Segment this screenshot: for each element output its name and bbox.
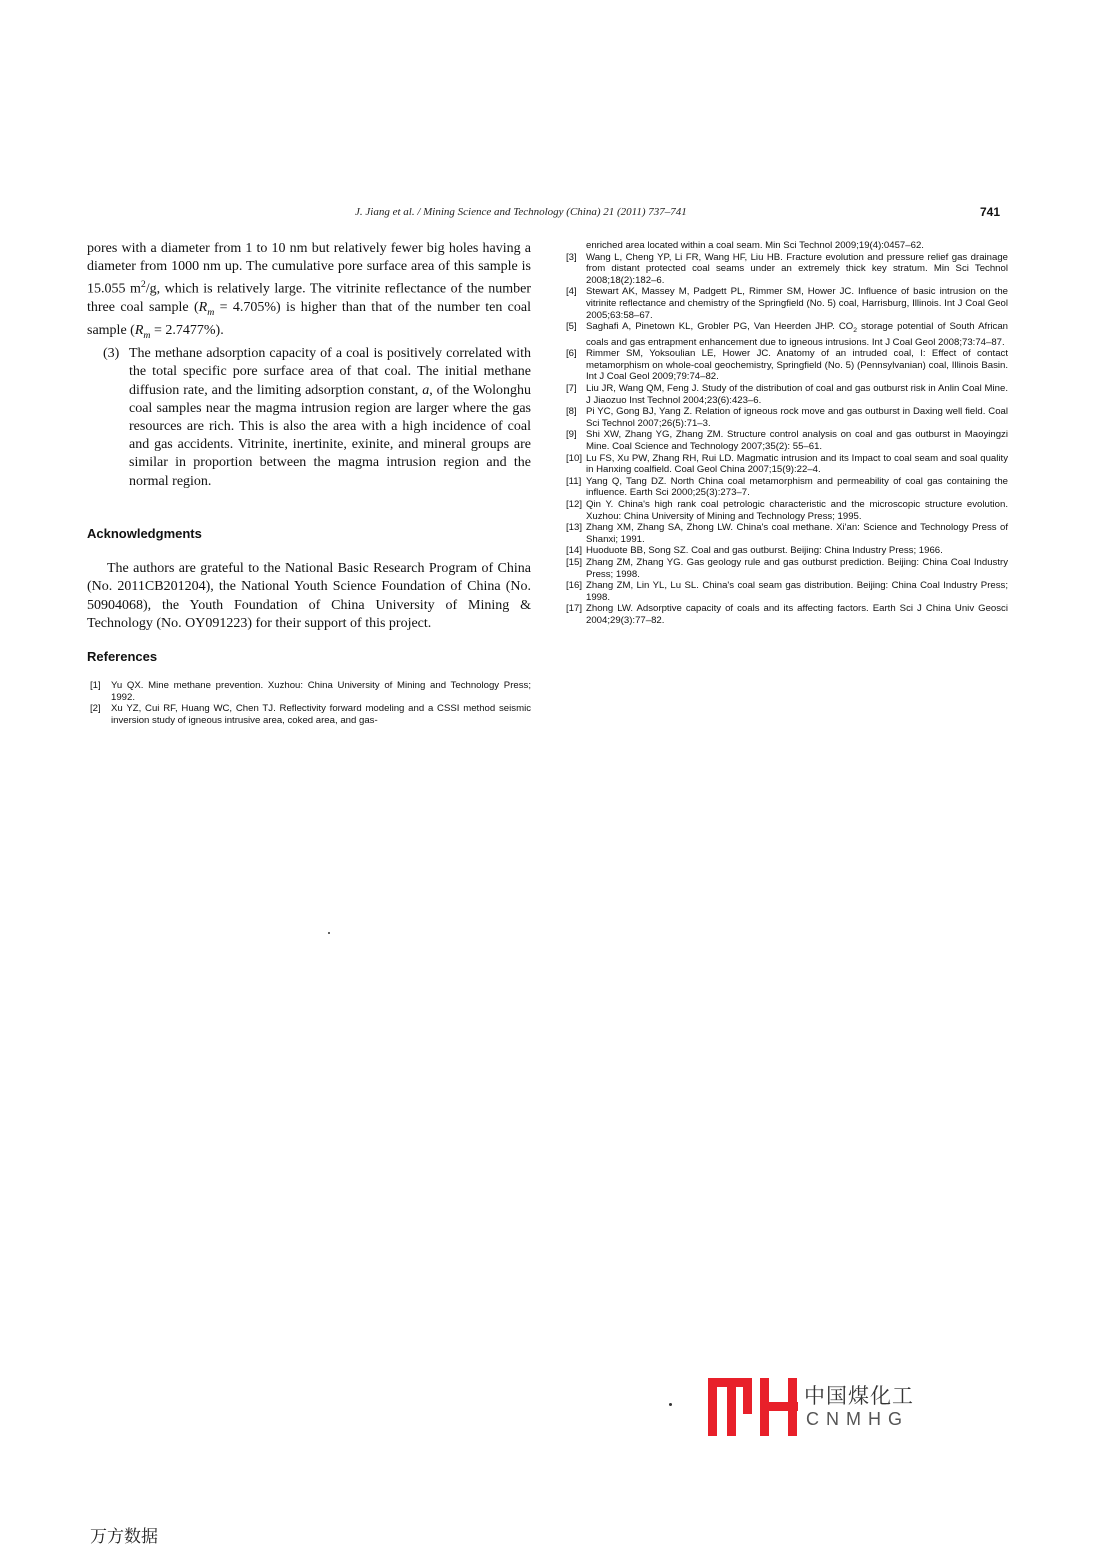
reference-item: [7] Liu JR, Wang QM, Feng J. Study of the distribution of coal and gas outburst risk in Anlin Coal Mine. J Jiaozuo Inst Technol 2004;23(6):423–6. — [566, 383, 1008, 406]
reference-item: [2] Xu YZ, Cui RF, Huang WC, Chen TJ. Reflectivity forward modeling and a CSSI method seismic inversion study of igneous intrusive area, coked area, and gas- — [90, 703, 531, 726]
page-number: 741 — [980, 205, 1001, 219]
reference-item: [10] Lu FS, Xu PW, Zhang RH, Rui LD. Magmatic intrusion and its Impact to coal seam and soal quality in Hanxing coalfield. Coal Geol China 2007;15(9):22–4. — [566, 452, 1008, 476]
reference-item: [4] Stewart AK, Massey M, Padgett PL, Rimmer SM, Hower JC. Influence of basic intrusion on the vitrinite reflectance and chemistry of the Springfield (No. 5) coal, Harrisburg, Illinois. Int J Coal Geol 2005;63:58–67. — [566, 286, 1008, 321]
references-heading: References — [87, 648, 158, 664]
reference-item: [13] Zhang XM, Zhang SA, Zhong LW. China's coal methane. Xi'an: Science and Technology Press of Shanxi; 1991. — [566, 522, 1008, 545]
logo-mark-icon — [708, 1378, 800, 1436]
list-item-3: (3) The methane adsorption capacity of a coal is positively correlated with the total specific pore surface area of that coal. The initial methane diffusion rate, and the limiting adsorption constant, a, of the Wolonghu coal samples near the magma intrusion region are larger where the gas resources are rich. This is also the area with a high incidence of coal and gas accidents. Vitrinite, inertinite, exinite, and mineral groups are similar in proportion between the magma intrusion region and the normal region. — [103, 346, 531, 489]
stray-dot — [328, 932, 330, 934]
reference-item: [15] Zhang ZM, Zhang YG. Gas geology rule and gas outburst prediction. Beijing: China Coal Industry Press; 1998. — [566, 556, 1008, 580]
reference-item: [8] Pi YC, Gong BJ, Yang Z. Relation of igneous rock move and gas outburst in Daxing well field. Coal Sci Technol 2007;26(5):71–3. — [566, 406, 1008, 429]
logo-chinese-text: 中国煤化工 — [804, 1384, 914, 1408]
reference-continuation: enriched area located within a coal seam. Min Sci Technol 2009;19(4):0457–62. — [586, 240, 924, 251]
reference-item: [16] Zhang ZM, Lin YL, Lu SL. China's coal seam gas distribution. Beijing: China Coal Industry Press; 1998. — [566, 580, 1008, 603]
reference-item: [14] Huoduote BB, Song SZ. Coal and gas outburst. Beijing: China Industry Press; 1966. — [566, 545, 943, 557]
cnmhg-logo[interactable] — [708, 1378, 918, 1438]
reference-item: [6] Rimmer SM, Yoksoulian LE, Hower JC. Anatomy of an intruded coal, I: Effect of contact metamorphism on whole-coal geochemistry, Springfield (No. 5) (Pennsylvanian) coal, Illinois Basin. Int J Coal Geol 2009;79:74–82. — [566, 348, 1008, 383]
running-head: J. Jiang et al. / Mining Science and Technology (China) 21 (2011) 737–741 — [355, 206, 687, 218]
acknowledgments-text: The authors are grateful to the National Basic Research Program of China (No. 2011CB201204), the National Youth Science Foundation of China (No. 50904068), the Youth Foundation of China University of Mining & Technology (No. OY091223) for their support of this project. — [87, 561, 531, 631]
right-column — [566, 240, 1008, 627]
acknowledgments-heading: Acknowledgments — [87, 525, 202, 541]
reference-item: [12] Qin Y. China's high rank coal petrologic characteristic and the microscopic structure evolution. Xuzhou: China University of Mining and Technology Press; 1995. — [566, 498, 1008, 522]
reference-item: [3] Wang L, Cheng YP, Li FR, Wang HF, Liu HB. Fracture evolution and pressure relief gas drainage from distant protected coal seams under an extremely thick key stratum. Min Sci Technol 2008;18(2):182–6. — [566, 251, 1008, 286]
reference-item: [11] Yang Q, Tang DZ. North China coal metamorphism and permeability of coal gas containing the influence. Earth Sci 2000;25(3):273–7. — [566, 475, 1008, 499]
reference-item: [1] Yu QX. Mine methane prevention. Xuzhou: China University of Mining and Technology Press; 1992. — [90, 680, 531, 703]
reference-item: [9] Shi XW, Zhang YG, Zhang ZM. Structure control analysis on coal and gas outburst in Maoyingzi Mine. Coal Science and Technology 2007;35(2): 55–61. — [566, 429, 1008, 452]
left-column — [87, 240, 531, 726]
watermark: 万方数据 — [90, 1527, 158, 1547]
references-list-left — [87, 680, 531, 726]
list-item-2-continuation: pores with a diameter from 1 to 10 nm but relatively fewer big holes having a diameter from 1000 nm up. The cumulative pore surface area of this sample is 15.055 $m^2/g$, which is relatively large. The vitrinite reflectance of the number three coal sample $(R_m = 4.705\%)$ is higher than that of the number ten coal sample $(R_m = 2.7477\%)$. — [87, 241, 531, 342]
stray-dot — [669, 1403, 672, 1406]
reference-item: [5] Saghafi A, Pinetown KL, Grobler PG, Van Heerden JHP. $CO_2$ storage potential of South African coals and gas entrapment enhancement due to igneous intrusions. Int J Coal Geol 2008;73:74–87. — [566, 321, 1009, 348]
reference-item: [17] Zhong LW. Adsorptive capacity of coals and its affecting factors. Earth Sci J China Univ Geosci 2004;29(3):77–82. — [566, 603, 1008, 626]
logo-english-text: CNMHG — [806, 1409, 909, 1429]
logo-mark-shapes — [708, 1378, 798, 1436]
list-item-number: (3) — [103, 346, 120, 362]
